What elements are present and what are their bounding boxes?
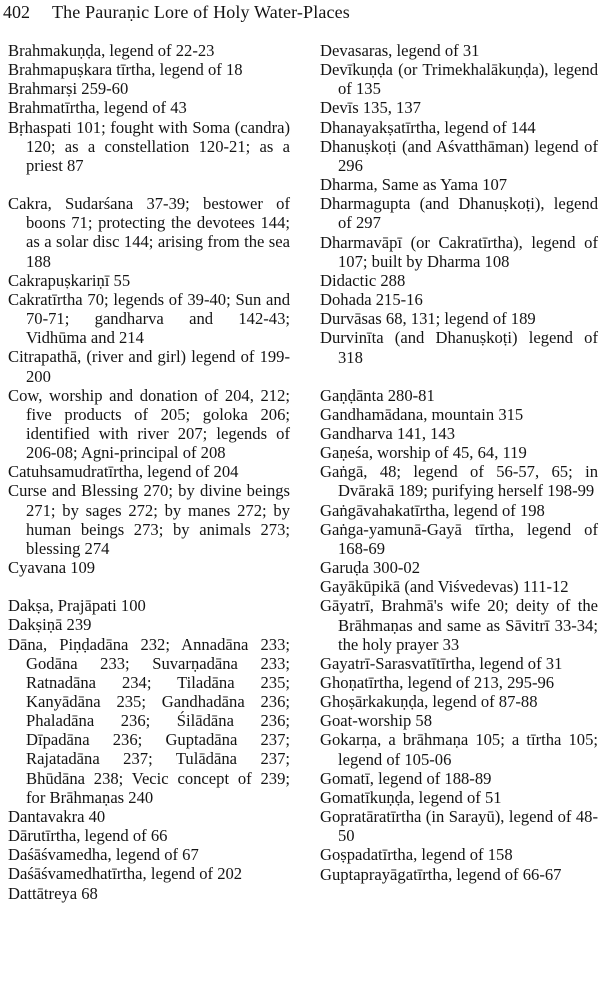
index-entry: Brahmapuṣkara tīrtha, legend of 18 [8, 60, 243, 80]
letter-group-gap [8, 175, 290, 194]
index-entry: Bṛhaspati 101; fought with Soma (candra) 120; as a constellation 120-21; as a priest 87 [8, 117, 290, 175]
letter-group-gap [320, 367, 598, 386]
index-entry: Gaṇḍānta 280-81 [320, 385, 435, 405]
index-column-left [8, 41, 290, 903]
index-entry: Ghoṇatīrtha, legend of 213, 295-96 [320, 673, 555, 692]
index-entry: Brahmatīrtha, legend of 43 [8, 98, 187, 118]
index-entry: Dharmagupta (and Dhanuṣkoṭi), legend of 297 [320, 194, 598, 233]
index-entry: Curse and Blessing 270; by divine beings 271; by sages 272; by manes 272; by human beings 273; by animals 273; blessing 274 [8, 481, 290, 558]
index-entry: Cakrapuṣkariṇī 55 [8, 270, 131, 290]
page-number: 402 [3, 2, 30, 22]
index-entry: Devīs 135, 137 [320, 98, 421, 118]
index-entry: Dohada 215-16 [320, 290, 423, 310]
index-entry: Gayākūpikā (and Viśvedevas) 111-12 [320, 577, 569, 597]
index-entry: Didactic 288 [320, 270, 406, 290]
letter-group-gap [8, 577, 290, 596]
index-entry: Gokarṇa, a brāhmaṇa 105; a tīrtha 105; legend of 105-06 [320, 730, 598, 769]
index-entry: Goat-worship 58 [320, 711, 432, 731]
index-entry: Gomatīkuṇḍa, legend of 51 [320, 787, 502, 807]
index-entry: Gāyatrī, Brahmā's wife 20; deity of the Brāhmaṇas and same as Sāvitrī 33-34; the holy prayer 33 [320, 596, 598, 654]
index-entry: Ghoṣārkakuṇḍa, legend of 87-88 [320, 692, 538, 712]
index-entry: Gandhamādana, mountain 315 [320, 404, 524, 424]
index-entry: Cow, worship and donation of 204, 212; five products of 205; goloka 206; identified with river 207; legends of 206-08; Agni-principal of 208 [8, 385, 290, 463]
index-entry: Gopratāratīrtha (in Sarayū), legend of 48-50 [320, 807, 598, 846]
running-title: The Pauraṇic Lore of Holy Water-Places [52, 2, 350, 22]
index-entry: Durvāsas 68, 131; legend of 189 [320, 309, 536, 329]
index-entry: Cakratīrtha 70; legends of 39-40; Sun and 70-71; gandharva and 142-43; Vidhūma and 214 [8, 289, 290, 348]
index-entry: Dāna, Piṇḍadāna 232; Annadāna 233; Godāna 233; Suvarṇadāna 233; Ratnadāna 234; Tiladāna 235; Kanyādāna 235; Gandhadāna 236; Phaladāna 236; Śilādāna 236; Dīpadāna 236; Guptadāna 237; Rajatadāna 237; Tulādāna 237; Bhūdāna 238; Vecic concept of 239; for Brāhmaṇas 240 [8, 634, 290, 807]
index-entry: Cakra, Sudarśana 37-39; bestower of boons 71; protecting the devotees 144; as a solar disc 144; arising from the sea 188 [8, 194, 290, 271]
index-entry: Gomatī, legend of 188-89 [320, 768, 492, 788]
index-entry: Dantavakra 40 [8, 806, 106, 826]
index-entry: Gaṇeśa, worship of 45, 64, 119 [320, 443, 527, 463]
page-header [0, 1, 600, 25]
index-entry: Garuḍa 300-02 [320, 558, 420, 578]
index-entry: Citrapathā, (river and girl) legend of 199-200 [8, 347, 290, 386]
index-entry: Dattātreya 68 [8, 883, 98, 903]
index-entry: Gaṅga-yamunā-Gayā tīrtha, legend of 168-69 [320, 519, 598, 558]
index-entry: Dārutīrtha, legend of 66 [8, 826, 168, 846]
index-entry: Dhanayakṣatīrtha, legend of 144 [320, 117, 536, 137]
index-entry: Dakṣiṇā 239 [8, 615, 92, 635]
index-entry: Dharma, Same as Yama 107 [320, 175, 508, 195]
index-entry: Dharmavāpī (or Cakratīrtha), legend of 107; built by Dharma 108 [320, 232, 598, 271]
index-entry: Dakṣa, Prajāpati 100 [8, 596, 146, 616]
index-entry: Brahmarṣi 259-60 [8, 79, 129, 99]
index-entry: Daśāśvamedhatīrtha, legend of 202 [8, 864, 243, 884]
index-entry: Durvinīta (and Dhanuṣkoṭi) legend of 318 [320, 328, 598, 367]
index-entry: Brahmakuṇḍa, legend of 22-23 [8, 41, 215, 60]
index-entry: Dhanuṣkoṭi (and Aśvatthāman) legend of 296 [320, 136, 598, 175]
index-entry: Devasaras, legend of 31 [320, 41, 480, 60]
index-entry: Guptaprayāgatīrtha, legend of 66-67 [320, 864, 562, 884]
index-entry: Goṣpadatīrtha, legend of 158 [320, 845, 513, 865]
index-entry: Devīkuṇḍa (or Trimekhalākuṇḍa), legend of 135 [320, 60, 598, 99]
index-entry: Gandharva 141, 143 [320, 423, 456, 443]
index-entry: Gayatrī-Sarasvatītīrtha, legend of 31 [320, 653, 563, 673]
index-column-right [320, 41, 598, 884]
index-entry: Daśāśvamedha, legend of 67 [8, 845, 199, 865]
index-entry: Cyavana 109 [8, 558, 96, 578]
index-entry: Gaṅgā, 48; legend of 56-57, 65; in Dvārakā 189; purifying herself 198-99 [320, 462, 598, 501]
index-entry: Catuhsamudratīrtha, legend of 204 [8, 462, 239, 482]
index-entry: Gaṅgāvahakatīrtha, legend of 198 [320, 500, 545, 520]
